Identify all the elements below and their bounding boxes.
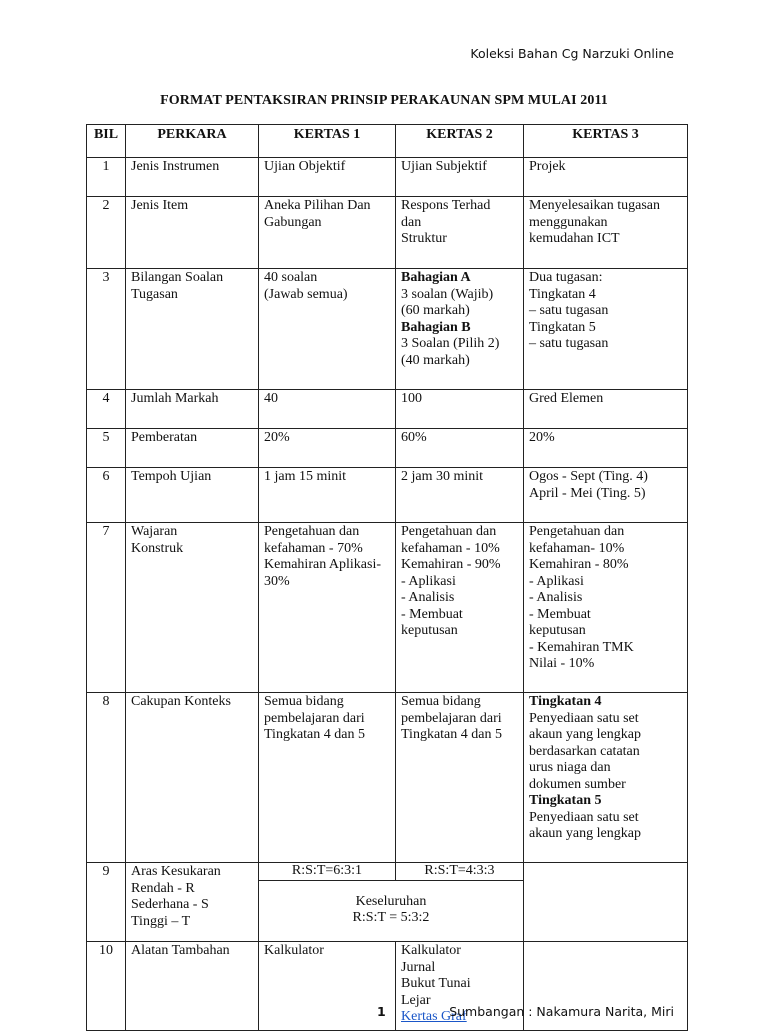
cell-line: - Membuat <box>529 606 591 622</box>
cell-line: dan <box>401 214 422 230</box>
cell-line: urus niaga dan <box>529 760 611 775</box>
cell-line: 20% <box>529 430 555 445</box>
row-kertas-3 <box>524 197 688 269</box>
table-row <box>87 429 688 468</box>
cell-line: - Kemahiran TMK <box>529 639 634 655</box>
row-10-perkara: Alatan Tambahan <box>126 942 259 1031</box>
cell-line: akaun yang lengkap <box>529 826 641 841</box>
cell-line: 60% <box>401 430 427 445</box>
row-kertas-2 <box>396 468 524 523</box>
cell-line: Bilangan Soalan <box>131 270 224 285</box>
page-header: Koleksi Bahan Cg Narzuki Online <box>470 46 674 61</box>
row-kertas-2 <box>396 523 524 693</box>
row-9-perkara-line: Rendah - R <box>131 880 195 896</box>
cell-line: Kemahiran Aplikasi- <box>264 557 382 572</box>
cell-line: kefahaman - 70% <box>264 540 363 556</box>
row-kertas-3 <box>524 523 688 693</box>
page-footer: Sumbangan : Nakamura Narita, Miri <box>449 1004 674 1019</box>
cell-line: Tingkatan 4 dan 5 <box>401 727 502 742</box>
cell-line: 3 Soalan (Pilih 2) <box>401 336 500 351</box>
row-kertas-1 <box>259 468 396 523</box>
row-perkara <box>126 693 259 863</box>
row-bil: 6 <box>87 468 126 523</box>
header-kertas-1: KERTAS 1 <box>259 125 396 158</box>
table-row <box>87 269 688 390</box>
cell-line: Pemberatan <box>131 430 198 445</box>
cell-line: Wajaran <box>131 524 178 539</box>
row-9-perkara-line: Aras Kesukaran <box>131 864 221 879</box>
cell-line: Semua bidang <box>401 694 481 709</box>
row-kertas-2 <box>396 693 524 863</box>
cell-line: Ujian Subjektif <box>401 159 487 174</box>
header-bil: BIL <box>87 125 126 158</box>
document-title: FORMAT PENTAKSIRAN PRINSIP PERAKAUNAN SPM MULAI 2011 <box>160 93 608 108</box>
row-9-kertas-3 <box>524 863 688 942</box>
row-9-kertas-2: R:S:T=4:3:3 <box>396 863 524 881</box>
cell-line: kemudahan ICT <box>529 231 620 246</box>
cell-line: Kemahiran - 80% <box>529 557 629 572</box>
cell-line: kefahaman - 10% <box>401 540 500 556</box>
cell-line: Kemahiran - 90% <box>401 557 501 572</box>
row-10-kertas-2-line: Bukut Tunai <box>401 976 471 991</box>
row-kertas-1 <box>259 390 396 429</box>
cell-line: Respons Terhad <box>401 198 491 213</box>
cell-line: 3 soalan (Wajib) <box>401 286 494 302</box>
cell-line: menggunakan <box>529 214 608 230</box>
row-perkara <box>126 390 259 429</box>
cell-line: keputusan <box>529 623 586 638</box>
cell-line: Tingkatan 4 <box>529 286 596 302</box>
table-row <box>87 468 688 523</box>
row-bil: 7 <box>87 523 126 693</box>
row-kertas-2 <box>396 158 524 197</box>
row-kertas-3 <box>524 693 688 863</box>
row-9-overall-value: R:S:T = 5:3:2 <box>352 910 430 925</box>
header-kertas-2: KERTAS 2 <box>396 125 524 158</box>
cell-line: 20% <box>264 430 290 445</box>
cell-line: dokumen sumber <box>529 776 626 792</box>
row-10-kertas-2-line: Lejar <box>401 992 431 1008</box>
cell-line: April - Mei (Ting. 5) <box>529 485 646 501</box>
assessment-format-table <box>86 124 688 1031</box>
cell-line: Gabungan <box>264 214 322 230</box>
cell-line: Gred Elemen <box>529 391 604 406</box>
cell-line: 40 soalan <box>264 270 318 285</box>
row-kertas-3 <box>524 269 688 390</box>
row-kertas-1 <box>259 197 396 269</box>
cell-line: Ogos - Sept (Ting. 4) <box>529 469 648 484</box>
cell-line: 2 jam 30 minit <box>401 469 484 484</box>
row-kertas-1 <box>259 158 396 197</box>
cell-line: Semua bidang <box>264 694 344 709</box>
row-9-overall <box>259 881 524 942</box>
row-9-overall-label: Keseluruhan <box>355 893 427 909</box>
cell-line: Pengetahuan dan <box>264 524 360 539</box>
table-row-9 <box>87 863 688 881</box>
row-kertas-2 <box>396 197 524 269</box>
cell-line: Struktur <box>401 231 447 246</box>
cell-line: 1 jam 15 minit <box>264 469 347 484</box>
row-perkara <box>126 197 259 269</box>
row-kertas-2 <box>396 269 524 390</box>
cell-line: Aneka Pilihan Dan <box>264 198 371 213</box>
row-bil: 8 <box>87 693 126 863</box>
cell-line: Ujian Objektif <box>264 159 346 174</box>
cell-line: Tempoh Ujian <box>131 469 212 484</box>
cell-line: Pengetahuan dan <box>529 524 625 539</box>
row-10-kertas-1: Kalkulator <box>259 942 396 1031</box>
cell-line: (40 markah) <box>401 352 470 368</box>
cell-line: Cakupan Konteks <box>131 694 231 709</box>
row-kertas-3 <box>524 158 688 197</box>
row-9-perkara-line: Tinggi – T <box>131 913 191 929</box>
kertas-graf-link[interactable]: Kertas Graf <box>401 1009 467 1024</box>
row-kertas-1 <box>259 429 396 468</box>
row-bil: 4 <box>87 390 126 429</box>
cell-line: Bahagian B <box>401 319 471 335</box>
cell-line: - Membuat <box>401 606 463 622</box>
cell-line: (60 markah) <box>401 303 470 318</box>
page-number: 1 <box>377 1004 386 1019</box>
cell-line: Pengetahuan dan <box>401 524 497 539</box>
cell-line: - Analisis <box>529 590 583 605</box>
cell-line: - Analisis <box>401 590 455 605</box>
row-kertas-1 <box>259 269 396 390</box>
cell-line: Tingkatan 4 <box>529 694 602 709</box>
row-bil: 5 <box>87 429 126 468</box>
cell-line: – satu tugasan <box>529 303 609 318</box>
cell-line: - Aplikasi <box>529 573 584 589</box>
cell-line: Tingkatan 4 dan 5 <box>264 727 365 742</box>
row-bil: 1 <box>87 158 126 197</box>
cell-line: berdasarkan catatan <box>529 743 640 759</box>
row-kertas-1 <box>259 693 396 863</box>
cell-line: Tugasan <box>131 286 178 302</box>
cell-line: Tingkatan 5 <box>529 319 596 335</box>
row-bil: 2 <box>87 197 126 269</box>
table-row <box>87 197 688 269</box>
row-kertas-3 <box>524 429 688 468</box>
header-kertas-3: KERTAS 3 <box>524 125 688 158</box>
table-row <box>87 523 688 693</box>
row-10-kertas-2-line: Kalkulator <box>401 943 461 958</box>
table-header-row <box>87 125 688 158</box>
cell-line: pembelajaran dari <box>401 710 502 726</box>
row-9-perkara <box>126 863 259 942</box>
row-9-perkara-line: Sederhana - S <box>131 897 209 912</box>
cell-line: - Aplikasi <box>401 573 456 589</box>
cell-line: pembelajaran dari <box>264 710 365 726</box>
cell-line: Konstruk <box>131 540 184 556</box>
cell-line: – satu tugasan <box>529 336 609 351</box>
row-9-kertas-1: R:S:T=6:3:1 <box>259 863 396 881</box>
cell-line: Nilai - 10% <box>529 656 595 671</box>
cell-line: Bahagian A <box>401 270 471 285</box>
cell-line: akaun yang lengkap <box>529 727 641 742</box>
header-perkara: PERKARA <box>126 125 259 158</box>
table-row <box>87 390 688 429</box>
cell-line: kefahaman- 10% <box>529 540 625 556</box>
row-perkara <box>126 468 259 523</box>
cell-line: Penyediaan satu set <box>529 809 639 825</box>
row-kertas-3 <box>524 390 688 429</box>
cell-line: 100 <box>401 391 422 406</box>
row-9-bil: 9 <box>87 863 126 942</box>
cell-line: Dua tugasan: <box>529 270 603 285</box>
row-bil: 3 <box>87 269 126 390</box>
row-perkara <box>126 158 259 197</box>
cell-line: Penyediaan satu set <box>529 710 639 726</box>
cell-line: 40 <box>264 391 278 406</box>
row-kertas-2 <box>396 390 524 429</box>
row-10-kertas-2-line: Jurnal <box>401 959 436 975</box>
cell-line: (Jawab semua) <box>264 286 348 302</box>
row-kertas-3 <box>524 468 688 523</box>
row-perkara <box>126 429 259 468</box>
cell-line: Tingkatan 5 <box>529 793 602 808</box>
cell-line: Jenis Instrumen <box>131 159 220 174</box>
row-kertas-1 <box>259 523 396 693</box>
table-row <box>87 158 688 197</box>
row-perkara <box>126 523 259 693</box>
cell-line: keputusan <box>401 623 458 638</box>
row-kertas-2 <box>396 429 524 468</box>
row-10-bil: 10 <box>87 942 126 1031</box>
table-row <box>87 693 688 863</box>
cell-line: Projek <box>529 159 566 174</box>
cell-line: Jenis Item <box>131 198 189 213</box>
cell-line: Menyelesaikan tugasan <box>529 198 661 213</box>
row-perkara <box>126 269 259 390</box>
cell-line: 30% <box>264 573 290 589</box>
cell-line: Jumlah Markah <box>131 391 219 406</box>
